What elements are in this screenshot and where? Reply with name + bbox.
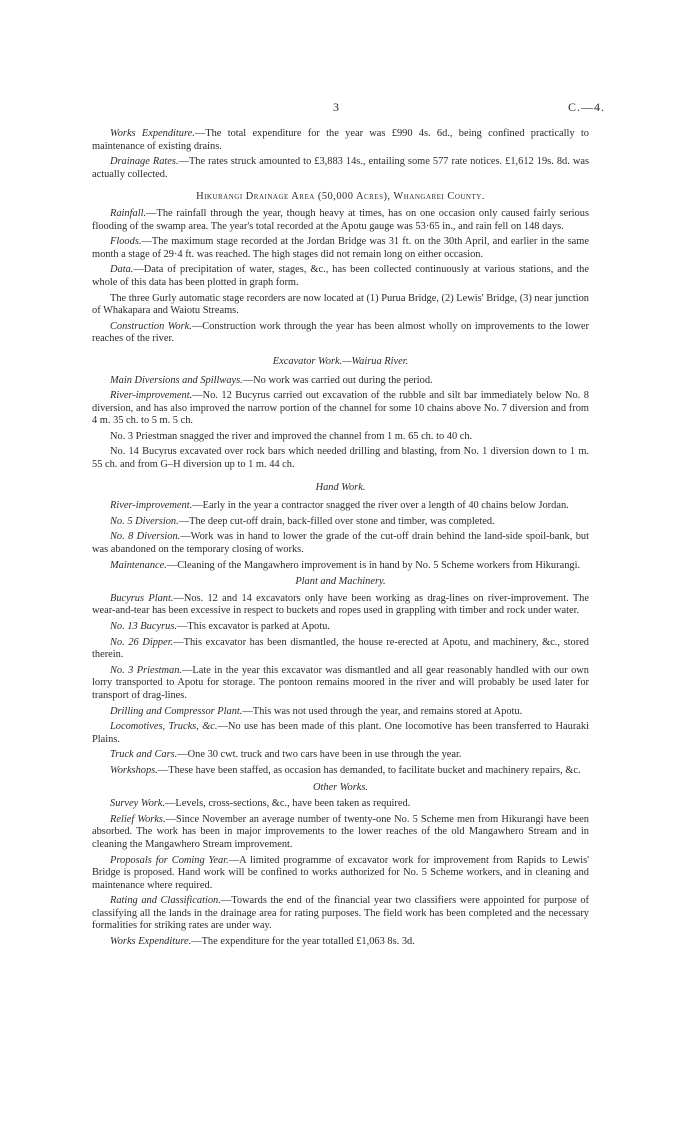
paragraph-text: —Cleaning of the Mangawhero improvement is in hand by No. 5 Scheme workers from Hikurangi.	[166, 559, 581, 571]
paragraph-text: —This excavator is parked at Apotu.	[176, 621, 330, 632]
paragraph	[92, 593, 589, 618]
paragraph-lead: Survey Work.	[110, 798, 166, 810]
paragraph	[92, 500, 589, 513]
paragraph	[92, 293, 589, 318]
document-body	[92, 128, 589, 952]
paragraph-lead: Locomotives, Trucks, &c.	[110, 721, 218, 733]
subsection-heading: Plant and Machinery.	[295, 576, 386, 588]
paragraph-lead: Relief Works.	[110, 813, 166, 825]
subsection-heading: Excavator Work.—Wairua River.	[272, 355, 409, 367]
paragraph-text: —The total expenditure for the year was £990 4s. 6d., being confined practically to maintenance of existing drains.	[92, 128, 589, 152]
paragraph	[92, 390, 589, 428]
paragraph-text: The three Gurly automatic stage recorders are now located at (1) Purua Bridge, (2) Lewis' Bridge, (3) near junction of Whakapara and Waiotu Streams.	[92, 292, 589, 317]
paragraph-text: —One 30 cwt. truck and two cars have been in use through the year.	[177, 749, 462, 761]
paragraph-lead: Drilling and Compressor Plant.	[110, 705, 243, 717]
paragraph-lead: No. 26 Dipper.	[110, 636, 174, 648]
paragraph	[92, 531, 589, 556]
subsection-heading: Other Works.	[312, 781, 369, 793]
paragraph	[92, 765, 589, 778]
paragraph-text: —Data of precipitation of water, stages, &c., has been collected continuously at various stations, and the whole of this data has been plotted in graph form.	[92, 264, 589, 288]
paragraph-text: —Early in the year a contractor snagged the river over a length of 40 chains below Jordan.	[192, 500, 569, 512]
paragraph	[92, 128, 589, 153]
paragraph-text: —Construction work through the year has been almost wholly on improvements to the lower reaches of the river.	[92, 320, 589, 345]
paragraph-lead: Data.	[110, 264, 134, 276]
paragraph	[92, 208, 589, 233]
paragraph	[92, 560, 589, 573]
paragraph-text: —A limited programme of excavator work for improvement from Rapids to Lewis' Bridge is proposed. Hand work will be confined to works authorized for No. 5 Scheme workers, and in cleaning and maintenance where required.	[92, 854, 589, 891]
paragraph-text: —The expenditure for the year totalled £1,063 8s. 3d.	[191, 936, 415, 948]
paragraph-lead: Maintenance.	[110, 559, 167, 571]
paragraph	[92, 706, 589, 719]
paragraph	[92, 321, 589, 346]
paragraph-text: —This excavator has been dismantled, the house re-erected at Apotu, and machinery, &c., stored therein.	[92, 636, 590, 661]
subsection-heading: Hand Work.	[315, 481, 366, 493]
document-reference: C.—4.	[568, 100, 606, 114]
paragraph	[92, 798, 589, 811]
paragraph-lead: No. 8 Diversion.	[110, 531, 181, 543]
paragraph	[92, 895, 589, 933]
paragraph-lead: Main Diversions and Spillways.	[110, 374, 243, 386]
paragraph-text: —The maximum stage recorded at the Jordan Bridge was 31 ft. on the 30th April, and earlier in the same month a stage of 29·4 ft. was reached. The high stages did not remain long on either occasion.	[92, 236, 589, 260]
paragraph-text: —The rates struck amounted to £3,883 14s., entailing some 577 rate notices. £1,612 19s. 8d. was actually collected.	[92, 156, 589, 180]
paragraph	[92, 855, 589, 893]
paragraph	[92, 516, 589, 529]
paragraph	[92, 375, 589, 388]
paragraph-text: —Levels, cross-sections, &c., have been taken as required.	[165, 798, 411, 810]
paragraph-lead: Rating and Classification.	[110, 895, 221, 907]
paragraph	[92, 721, 589, 746]
paragraph	[92, 814, 589, 852]
paragraph-text: No. 3 Priestman snagged the river and improved the channel from 1 m. 65 ch. to 40 ch.	[110, 430, 473, 442]
paragraph-lead: Workshops.	[110, 764, 158, 776]
paragraph-lead: River-improvement.	[110, 500, 193, 512]
paragraph-text: —No work was carried out during the period.	[242, 374, 433, 386]
paragraph-lead: Floods.	[110, 236, 142, 248]
paragraph-lead: Proposals for Coming Year.	[110, 854, 229, 866]
paragraph-text: —Work was in hand to lower the grade of the cut-off drain behind the land-side spoil-bank, but was abandoned on the temporary closing of works.	[92, 531, 589, 556]
paragraph-lead: Bucyrus Plant.	[110, 592, 174, 604]
paragraph-lead: No. 5 Diversion.	[110, 515, 179, 527]
page-header	[0, 101, 700, 117]
paragraph-text: —Late in the year this excavator was dismantled and all gear reasonably handled with our own lorry transported to Apotu for storage. The pontoon remains moored in the river and will probably be used later for transport of drag-lines.	[92, 664, 589, 701]
paragraph	[92, 446, 589, 471]
paragraph-text: No. 14 Bucyrus excavated over rock bars which needed drilling and blasting, from No. 1 diversion down to 1 m. 55 ch. and from G–H diversion up to 1 m. 44 ch.	[92, 446, 589, 471]
paragraph-text: —Since November an average number of twenty-one No. 5 Scheme men from Hikurangi have been absorbed. The work has been in major improvements to the lower reaches of the old Mangawhero Stream and in cleaning the Mangawhero Stream improvement.	[92, 813, 589, 850]
section-heading: Hikurangi Drainage Area (50,000 Acres), Whangarei County.	[196, 191, 485, 203]
paragraph	[92, 637, 589, 662]
paragraph	[92, 156, 589, 181]
paragraph-lead: No. 13 Bucyrus.	[110, 621, 177, 632]
paragraph-text: —This was not used through the year, and remains stored at Apotu.	[242, 705, 523, 717]
paragraph-lead: Rainfall.	[110, 207, 147, 219]
paragraph-lead: Drainage Rates.	[110, 156, 179, 168]
paragraph-text: —The deep cut-off drain, back-filled over stone and timber, was completed.	[178, 515, 495, 527]
paragraph	[92, 431, 589, 444]
paragraph-text: —No. 12 Bucyrus carried out excavation of the rubble and silt bar immediately below No. 8 diversion, and has also improved the narrow portion of the channel for some 10 chains above No. 7 diversion and from 4 m. 35 ch. to 5 m. 5 ch.	[92, 390, 589, 427]
paragraph-lead: Truck and Cars.	[110, 749, 178, 761]
paragraph	[92, 264, 589, 289]
paragraph	[92, 236, 589, 261]
paragraph-text: —Towards the end of the financial year two classifiers were appointed for purpose of classifying all the lands in the drainage area for rating purposes. The field work has been completed and the necessary formalities for striking rates are under way.	[92, 895, 589, 932]
page-number: 3	[333, 100, 339, 114]
paragraph-lead: No. 3 Priestman.	[110, 664, 183, 676]
paragraph	[92, 665, 589, 703]
paragraph-text: —These have been staffed, as occasion has demanded, to facilitate bucket and machinery repairs, &c.	[157, 764, 581, 776]
paragraph-text: —The rainfall through the year, though heavy at times, has on one occasion only caused fairly serious flooding of the swamp area. The year's total recorded at the Apotu gauge was 53·65 in., and rain fell on 148 days.	[92, 207, 589, 232]
paragraph-lead: Works Expenditure.	[110, 128, 195, 139]
paragraph	[92, 936, 589, 949]
paragraph-text: —No use has been made of this plant. One locomotive has been transferred to Hauraki Plains.	[92, 721, 590, 745]
paragraph-lead: Works Expenditure.	[110, 936, 192, 948]
paragraph	[92, 749, 589, 762]
paragraph-lead: Construction Work.	[110, 320, 192, 332]
paragraph-lead: River-improvement.	[110, 390, 193, 402]
paragraph-text: —Nos. 12 and 14 excavators only have been working as drag-lines on river-improvement. The wear-and-tear has been excessive in respect to buckets and ropes used in grappling with timber and rock under water.	[92, 592, 589, 617]
paragraph	[92, 621, 589, 634]
